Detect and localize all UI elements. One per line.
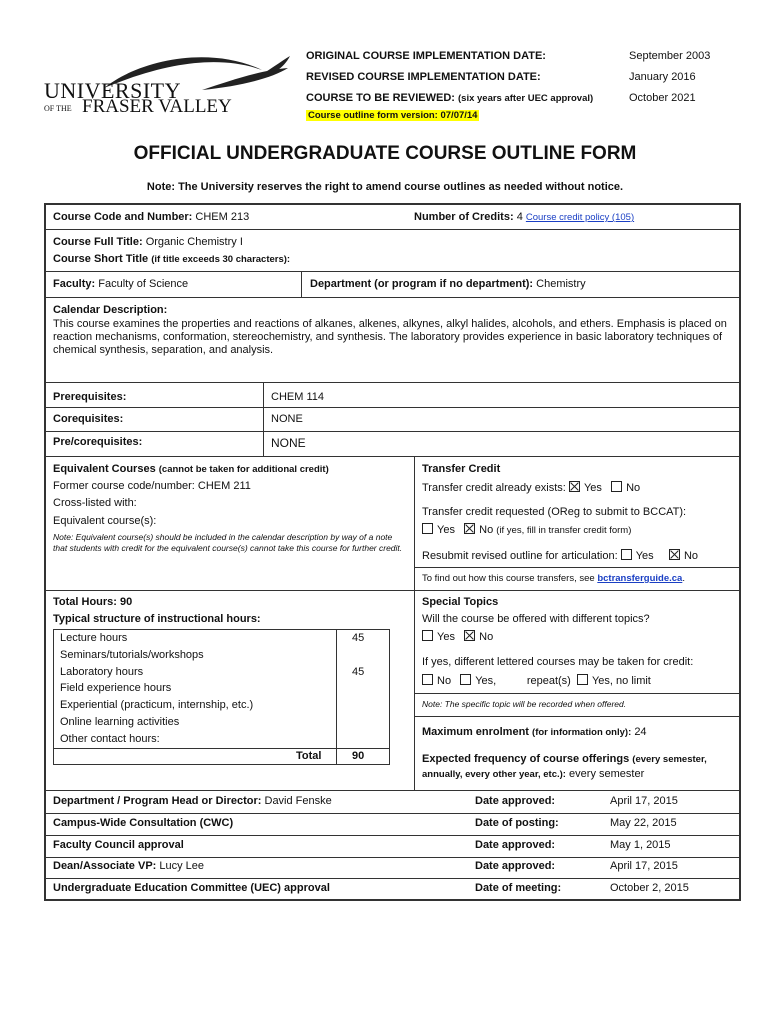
- coreq-value: NONE: [271, 413, 303, 425]
- precoreq-label: Pre/corequisites:: [53, 436, 143, 448]
- approval-row: Faculty Council approval Date approved: May 1, 2015: [53, 839, 671, 851]
- hours-row: Field experience hours: [60, 682, 172, 695]
- calendar-description: This course examines the properties and reactions of alkanes, alkenes, alkynes, alkyl halides, alcohols, and ethers. Emphasis is placed on reaction mechanisms, conformation, stereochemistry, and synthesis. The laboratory provides experience in basic laboratory techniques of chemical synthesis, separation, and analysis.: [53, 318, 727, 356]
- transfer-credit-heading: Transfer Credit: [422, 463, 501, 475]
- special-yes-checkbox[interactable]: [422, 630, 433, 641]
- transfer-requested-no-checkbox[interactable]: [464, 523, 475, 534]
- lettered-no-limit-checkbox[interactable]: [577, 674, 588, 685]
- special-topics-row: Yes No: [422, 630, 493, 643]
- transfer-exists-row: Transfer credit already exists: Yes No: [422, 482, 641, 494]
- disclaimer-note: Note: The University reserves the right to amend course outlines as needed without notice.: [146, 181, 624, 193]
- short-title-field: Course Short Title (if title exceeds 30 characters):: [53, 253, 291, 265]
- equivalent-courses-heading: Equivalent Courses (cannot be taken for additional credit): [53, 463, 329, 475]
- department-field: Department (or program if no department): Chemistry: [310, 278, 586, 290]
- hours-row: Online learning activities: [60, 715, 180, 728]
- prereq-value: CHEM 114: [271, 391, 324, 403]
- logo-fraser-valley: FRASER VALLEY: [82, 96, 232, 117]
- max-enrolment-field: Maximum enrolment (for information only): 24: [422, 726, 647, 738]
- lettered-question: If yes, different lettered courses may be taken for credit:: [422, 656, 694, 668]
- faculty-field: Faculty: Faculty of Science: [53, 278, 189, 290]
- transfer-exists-no-checkbox[interactable]: [611, 481, 622, 492]
- transfer-requested-yes-checkbox[interactable]: [422, 523, 433, 534]
- revised-date-label: REVISED COURSE IMPLEMENTATION DATE:: [306, 71, 541, 83]
- review-date-label: COURSE TO BE REVIEWED: (six years after UEC approval): [306, 92, 594, 104]
- hours-row: Lecture hours 45: [60, 632, 365, 644]
- calendar-label: Calendar Description:: [53, 304, 168, 316]
- credits-field: Number of Credits: 4 Course credit policy (105): [414, 211, 635, 223]
- resubmit-yes-checkbox[interactable]: [621, 549, 632, 560]
- precoreq-value: NONE: [271, 436, 306, 450]
- special-topics-heading: Special Topics: [422, 596, 499, 608]
- logo-university: UNIVERSITY: [44, 78, 181, 103]
- review-date-value: October 2021: [629, 92, 696, 104]
- transfer-exists-yes-checkbox[interactable]: [569, 481, 580, 492]
- approval-row: Department / Program Head or Director: David Fenske Date approved: April 17, 2015: [53, 795, 678, 807]
- approval-row: Undergraduate Education Committee (UEC) approval Date of meeting: October 2, 2015: [53, 882, 689, 894]
- hours-row: Seminars/tutorials/workshops: [60, 648, 204, 661]
- hours-row: Laboratory hours 45: [60, 665, 365, 678]
- course-code-field: Course Code and Number: CHEM 213: [53, 211, 250, 223]
- special-no-checkbox[interactable]: [464, 630, 475, 641]
- original-date-label: ORIGINAL COURSE IMPLEMENTATION DATE:: [306, 50, 546, 62]
- transfer-requested-label: Transfer credit requested (OReg to submit to BCCAT):: [422, 506, 687, 518]
- revised-date-value: January 2016: [629, 71, 696, 83]
- hours-structure-label: Typical structure of instructional hours:: [53, 613, 261, 625]
- special-topics-question: Will the course be offered with different topics?: [422, 613, 650, 625]
- lettered-no-checkbox[interactable]: [422, 674, 433, 685]
- total-hours-field: Total Hours: 90: [53, 596, 133, 608]
- page-title: OFFICIAL UNDERGRADUATE COURSE OUTLINE FORM: [133, 143, 637, 164]
- approval-row: Dean/Associate VP: Lucy Lee Date approved: April 17, 2015: [53, 860, 678, 872]
- hours-row: Other contact hours:: [60, 732, 160, 745]
- hours-rows: [60, 632, 390, 750]
- credit-policy-link[interactable]: Course credit policy (105): [525, 212, 635, 223]
- approval-row: Campus-Wide Consultation (CWC) Date of posting: May 22, 2015: [53, 817, 677, 829]
- cross-listed-label: Cross-listed with:: [53, 497, 137, 509]
- equiv-courses-label: Equivalent course(s):: [53, 515, 157, 527]
- equivalent-note: Note: Equivalent course(s) should be included in the calendar description by way of a note that students with credit for the equivalent course(s) cannot take this course for further credit.: [53, 532, 403, 553]
- lettered-options-row: No Yes, repeat(s) Yes, no limit: [422, 674, 651, 687]
- resubmit-no-checkbox[interactable]: [669, 549, 680, 560]
- logo-of-the: OF THE: [44, 104, 72, 113]
- hours-total-label: Total: [296, 750, 322, 762]
- full-title-field: Course Full Title: Organic Chemistry I: [53, 236, 243, 248]
- bctransferguide-link[interactable]: bctransferguide.ca: [597, 573, 683, 584]
- lettered-yes-checkbox[interactable]: [460, 674, 471, 685]
- form-version: Course outline form version: 07/07/14: [308, 110, 478, 121]
- coreq-label: Corequisites:: [53, 413, 124, 425]
- frequency-field: Expected frequency of course offerings (every semester, annually, every other year, etc.): every semester: [422, 753, 707, 780]
- transfer-requested-row: Yes No (if yes, fill in transfer credit form): [422, 523, 631, 536]
- original-date-value: September 2003: [629, 50, 711, 62]
- hours-row: Experiential (practicum, internship, etc.): [60, 699, 254, 712]
- hours-total-value: 90: [352, 750, 365, 762]
- transfer-guide-line: To find out how this course transfers, see bctransferguide.ca.: [422, 573, 685, 584]
- prereq-label: Prerequisites:: [53, 391, 127, 403]
- resubmit-row: Resubmit revised outline for articulation: Yes No: [422, 550, 699, 562]
- university-logo: [44, 50, 254, 120]
- special-topics-note: Note: The specific topic will be recorded when offered.: [422, 699, 627, 709]
- former-course-field: Former course code/number: CHEM 211: [53, 480, 251, 492]
